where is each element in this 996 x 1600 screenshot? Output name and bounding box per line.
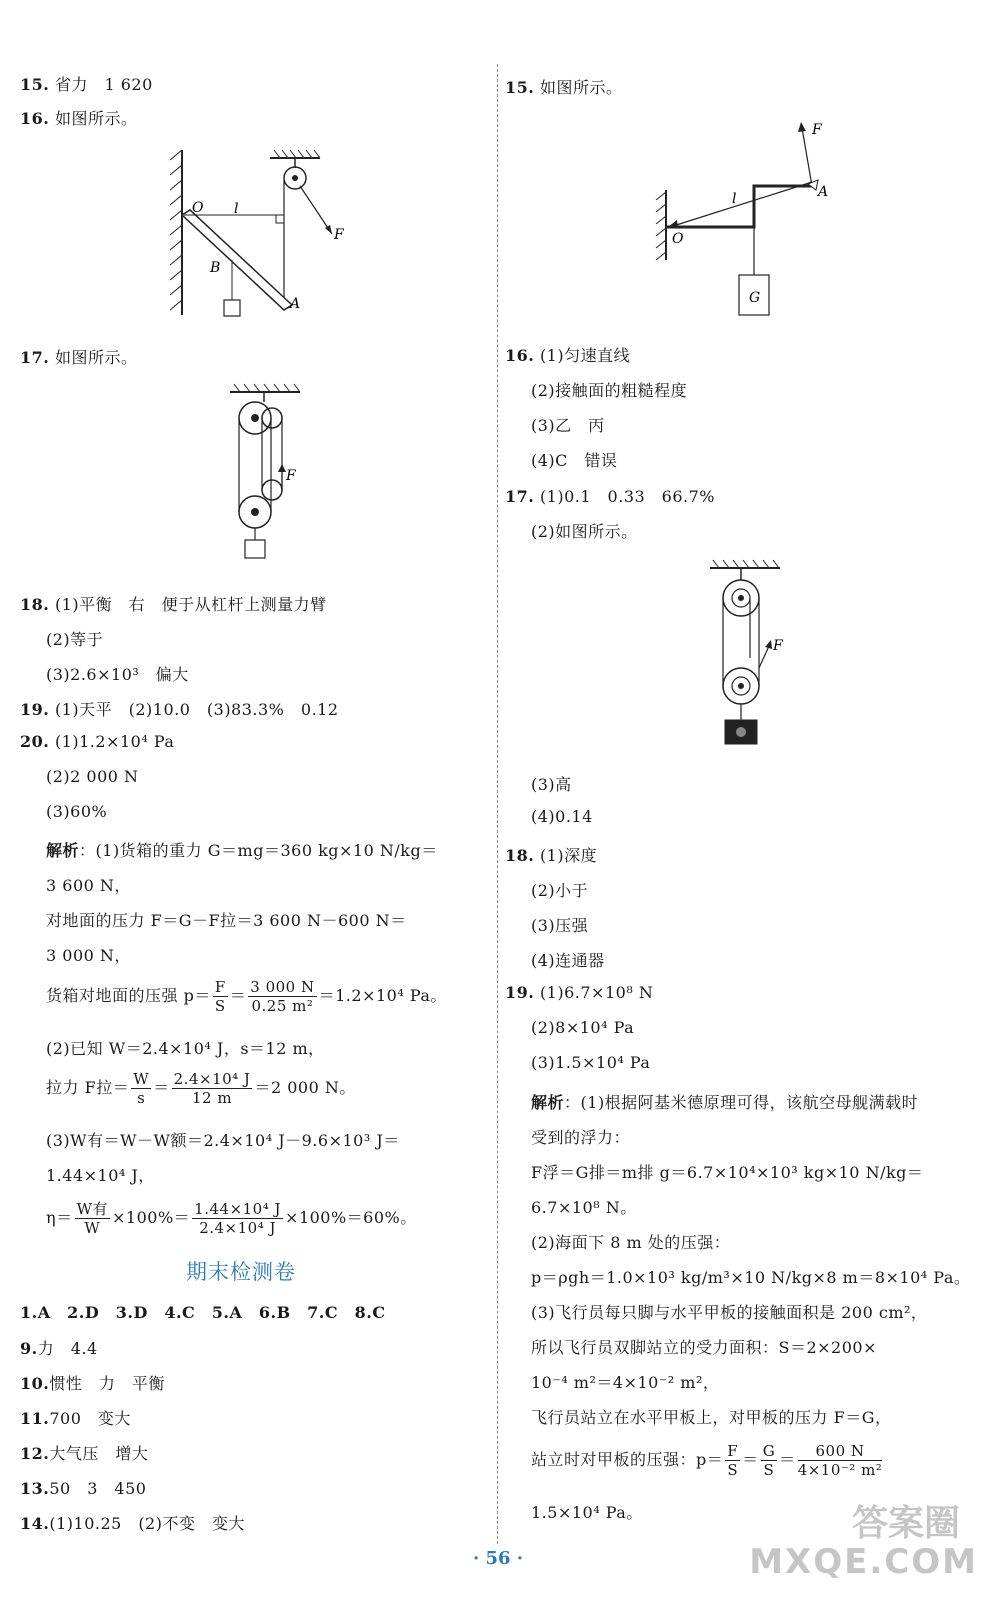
pulley-diagram-r17 xyxy=(705,558,805,753)
column-divider xyxy=(497,64,498,1544)
label-F: F xyxy=(334,227,344,243)
answer-10: 10.惯性 力 平衡 xyxy=(20,1374,165,1393)
explanation-r-line-4: 6.7×10⁸ N。 xyxy=(531,1198,637,1217)
answer-r17c: (3)高 xyxy=(531,775,572,794)
answer-20b: (2)2 000 N xyxy=(46,767,139,786)
explanation-line-2: 3 600 N， xyxy=(46,876,131,895)
explanation-r-line-10: 飞行员站立在水平甲板上，对甲板的压力 F＝G， xyxy=(531,1408,892,1427)
answer-11: 11.700 变大 xyxy=(20,1409,131,1428)
explanation-line-1: 解析：(1)货箱的重力 G＝mg＝360 kg×10 N/kg＝ xyxy=(46,841,438,860)
label-O: O xyxy=(192,200,204,216)
explanation-r-line-8: 所以飞行员双脚站立的受力面积：S＝2×200× xyxy=(531,1338,877,1357)
answer-18b: (2)等于 xyxy=(46,630,104,649)
lever-diagram-16 xyxy=(170,140,370,325)
page-number: · 56 · xyxy=(472,1548,524,1569)
explanation-r-line-1: 解析：(1)根据阿基米德原理可得，该航空母舰满载时 xyxy=(531,1093,919,1112)
label-A: A xyxy=(818,184,829,200)
answer-r18b: (2)小于 xyxy=(531,881,589,900)
explanation-line-10: η＝ $\frac{\text{W有}}{W}$ ×100%＝ $\frac{\text{1.44×10⁴ J}}{\text{2.4×10⁴ J}}$ ×100%＝60%。 xyxy=(46,1200,417,1237)
answer-14: 14.(1)10.25 (2)不变 变大 xyxy=(20,1514,245,1533)
explanation-line-6: (2)已知 W＝2.4×10⁴ J，s＝12 m， xyxy=(46,1039,325,1058)
explanation-r-line-11: 站立时对甲板的压强：p＝ $\frac{F}{S}$ ＝ $\frac{G}{S}$ ＝ $\frac{600 N}{\text{4×10⁻² m²}}$ xyxy=(531,1442,883,1479)
explanation-line-5: 货箱对地面的压强 p＝ $\frac{F}{S}$ ＝ $\frac{3 000 N}{\text{0.25 m²}}$ ＝1.2×10⁴ Pa。 xyxy=(46,978,447,1015)
explanation-line-4: 3 000 N， xyxy=(46,946,131,965)
explanation-r-line-12: 1.5×10⁴ Pa。 xyxy=(531,1503,643,1522)
label-O: O xyxy=(672,231,684,247)
watermark-url: MXQE.COM xyxy=(749,1542,978,1582)
explanation-line-8: (3)W有＝W－W额＝2.4×10⁴ J－9.6×10³ J＝ xyxy=(46,1131,400,1150)
answer-r19b: (2)8×10⁴ Pa xyxy=(531,1018,635,1037)
answer-r18a: 18. (1)深度 xyxy=(505,846,598,865)
explanation-line-3: 对地面的压力 F＝G－F拉＝3 600 N－600 N＝ xyxy=(46,911,407,930)
answer-r16b: (2)接触面的粗糙程度 xyxy=(531,381,688,400)
label-F: F xyxy=(773,638,783,654)
label-B: B xyxy=(210,260,221,276)
answer-r19c: (3)1.5×10⁴ Pa xyxy=(531,1053,651,1072)
watermark-logo-text: 答案圈 xyxy=(851,1503,960,1544)
answer-r16a: 16. (1)匀速直线 xyxy=(505,346,631,365)
explanation-r-line-6: p＝ρgh＝1.0×10³ kg/m³×10 N/kg×8 m＝8×10⁴ Pa。 xyxy=(531,1268,971,1287)
answer-r17d: (4)0.14 xyxy=(531,807,593,826)
explanation-r-line-3: F浮＝G排＝m排 g＝6.7×10⁴×10³ kg×10 N/kg＝ xyxy=(531,1163,924,1182)
answer-20a: 20. (1)1.2×10⁴ Pa xyxy=(20,732,175,751)
label-l: l xyxy=(732,191,737,207)
label-G: G xyxy=(749,290,761,306)
answer-r16c: (3)乙 丙 xyxy=(531,416,605,435)
pulley-diagram-17 xyxy=(220,380,330,570)
lever-diagram-r15 xyxy=(650,110,850,325)
explanation-line-7: 拉力 F拉＝ $\frac{W}{s}$ ＝ $\frac{\text{2.4×10⁴ J}}{12 m}$ ＝2 000 N。 xyxy=(46,1070,356,1107)
explanation-line-9: 1.44×10⁴ J， xyxy=(46,1166,155,1185)
answer-9: 9.力 4.4 xyxy=(20,1339,98,1358)
answer-20c: (3)60% xyxy=(46,802,108,821)
answer-16: 16. 如图所示。 xyxy=(20,109,138,128)
answer-15: 15. 省力 1 620 xyxy=(20,75,153,94)
answer-12: 12.大气压 增大 xyxy=(20,1444,149,1463)
label-l: l xyxy=(234,201,239,217)
multiple-choice-answers: 1.A 2.D 3.D 4.C 5.A 6.B 7.C 8.C xyxy=(20,1303,386,1322)
explanation-r-line-9: 10⁻⁴ m²＝4×10⁻² m²， xyxy=(531,1373,720,1392)
answer-r16d: (4)C 错误 xyxy=(531,451,618,470)
answer-19: 19. (1)天平 (2)10.0 (3)83.3% 0.12 xyxy=(20,700,339,719)
answer-17: 17. 如图所示。 xyxy=(20,348,138,367)
explanation-r-line-7: (3)飞行员每只脚与水平甲板的接触面积是 200 cm²， xyxy=(531,1303,928,1322)
answer-18c: (3)2.6×10³ 偏大 xyxy=(46,665,189,684)
answer-r15: 15. 如图所示。 xyxy=(505,78,623,97)
answer-r19a: 19. (1)6.7×10⁸ N xyxy=(505,983,654,1002)
explanation-r-line-2: 受到的浮力： xyxy=(531,1128,631,1147)
label-F: F xyxy=(812,122,822,138)
answer-13: 13.50 3 450 xyxy=(20,1479,147,1498)
answer-r18c: (3)压强 xyxy=(531,916,589,935)
explanation-r-line-5: (2)海面下 8 m 处的压强： xyxy=(531,1233,731,1252)
section-heading: 期末检测卷 xyxy=(186,1260,296,1284)
answer-r17b: (2)如图所示。 xyxy=(531,522,638,541)
label-A: A xyxy=(290,296,301,312)
label-F: F xyxy=(286,468,296,484)
answer-r18d: (4)连通器 xyxy=(531,951,605,970)
answer-18a: 18. (1)平衡 右 便于从杠杆上测量力臂 xyxy=(20,595,327,614)
answer-r17a: 17. (1)0.1 0.33 66.7% xyxy=(505,487,716,506)
